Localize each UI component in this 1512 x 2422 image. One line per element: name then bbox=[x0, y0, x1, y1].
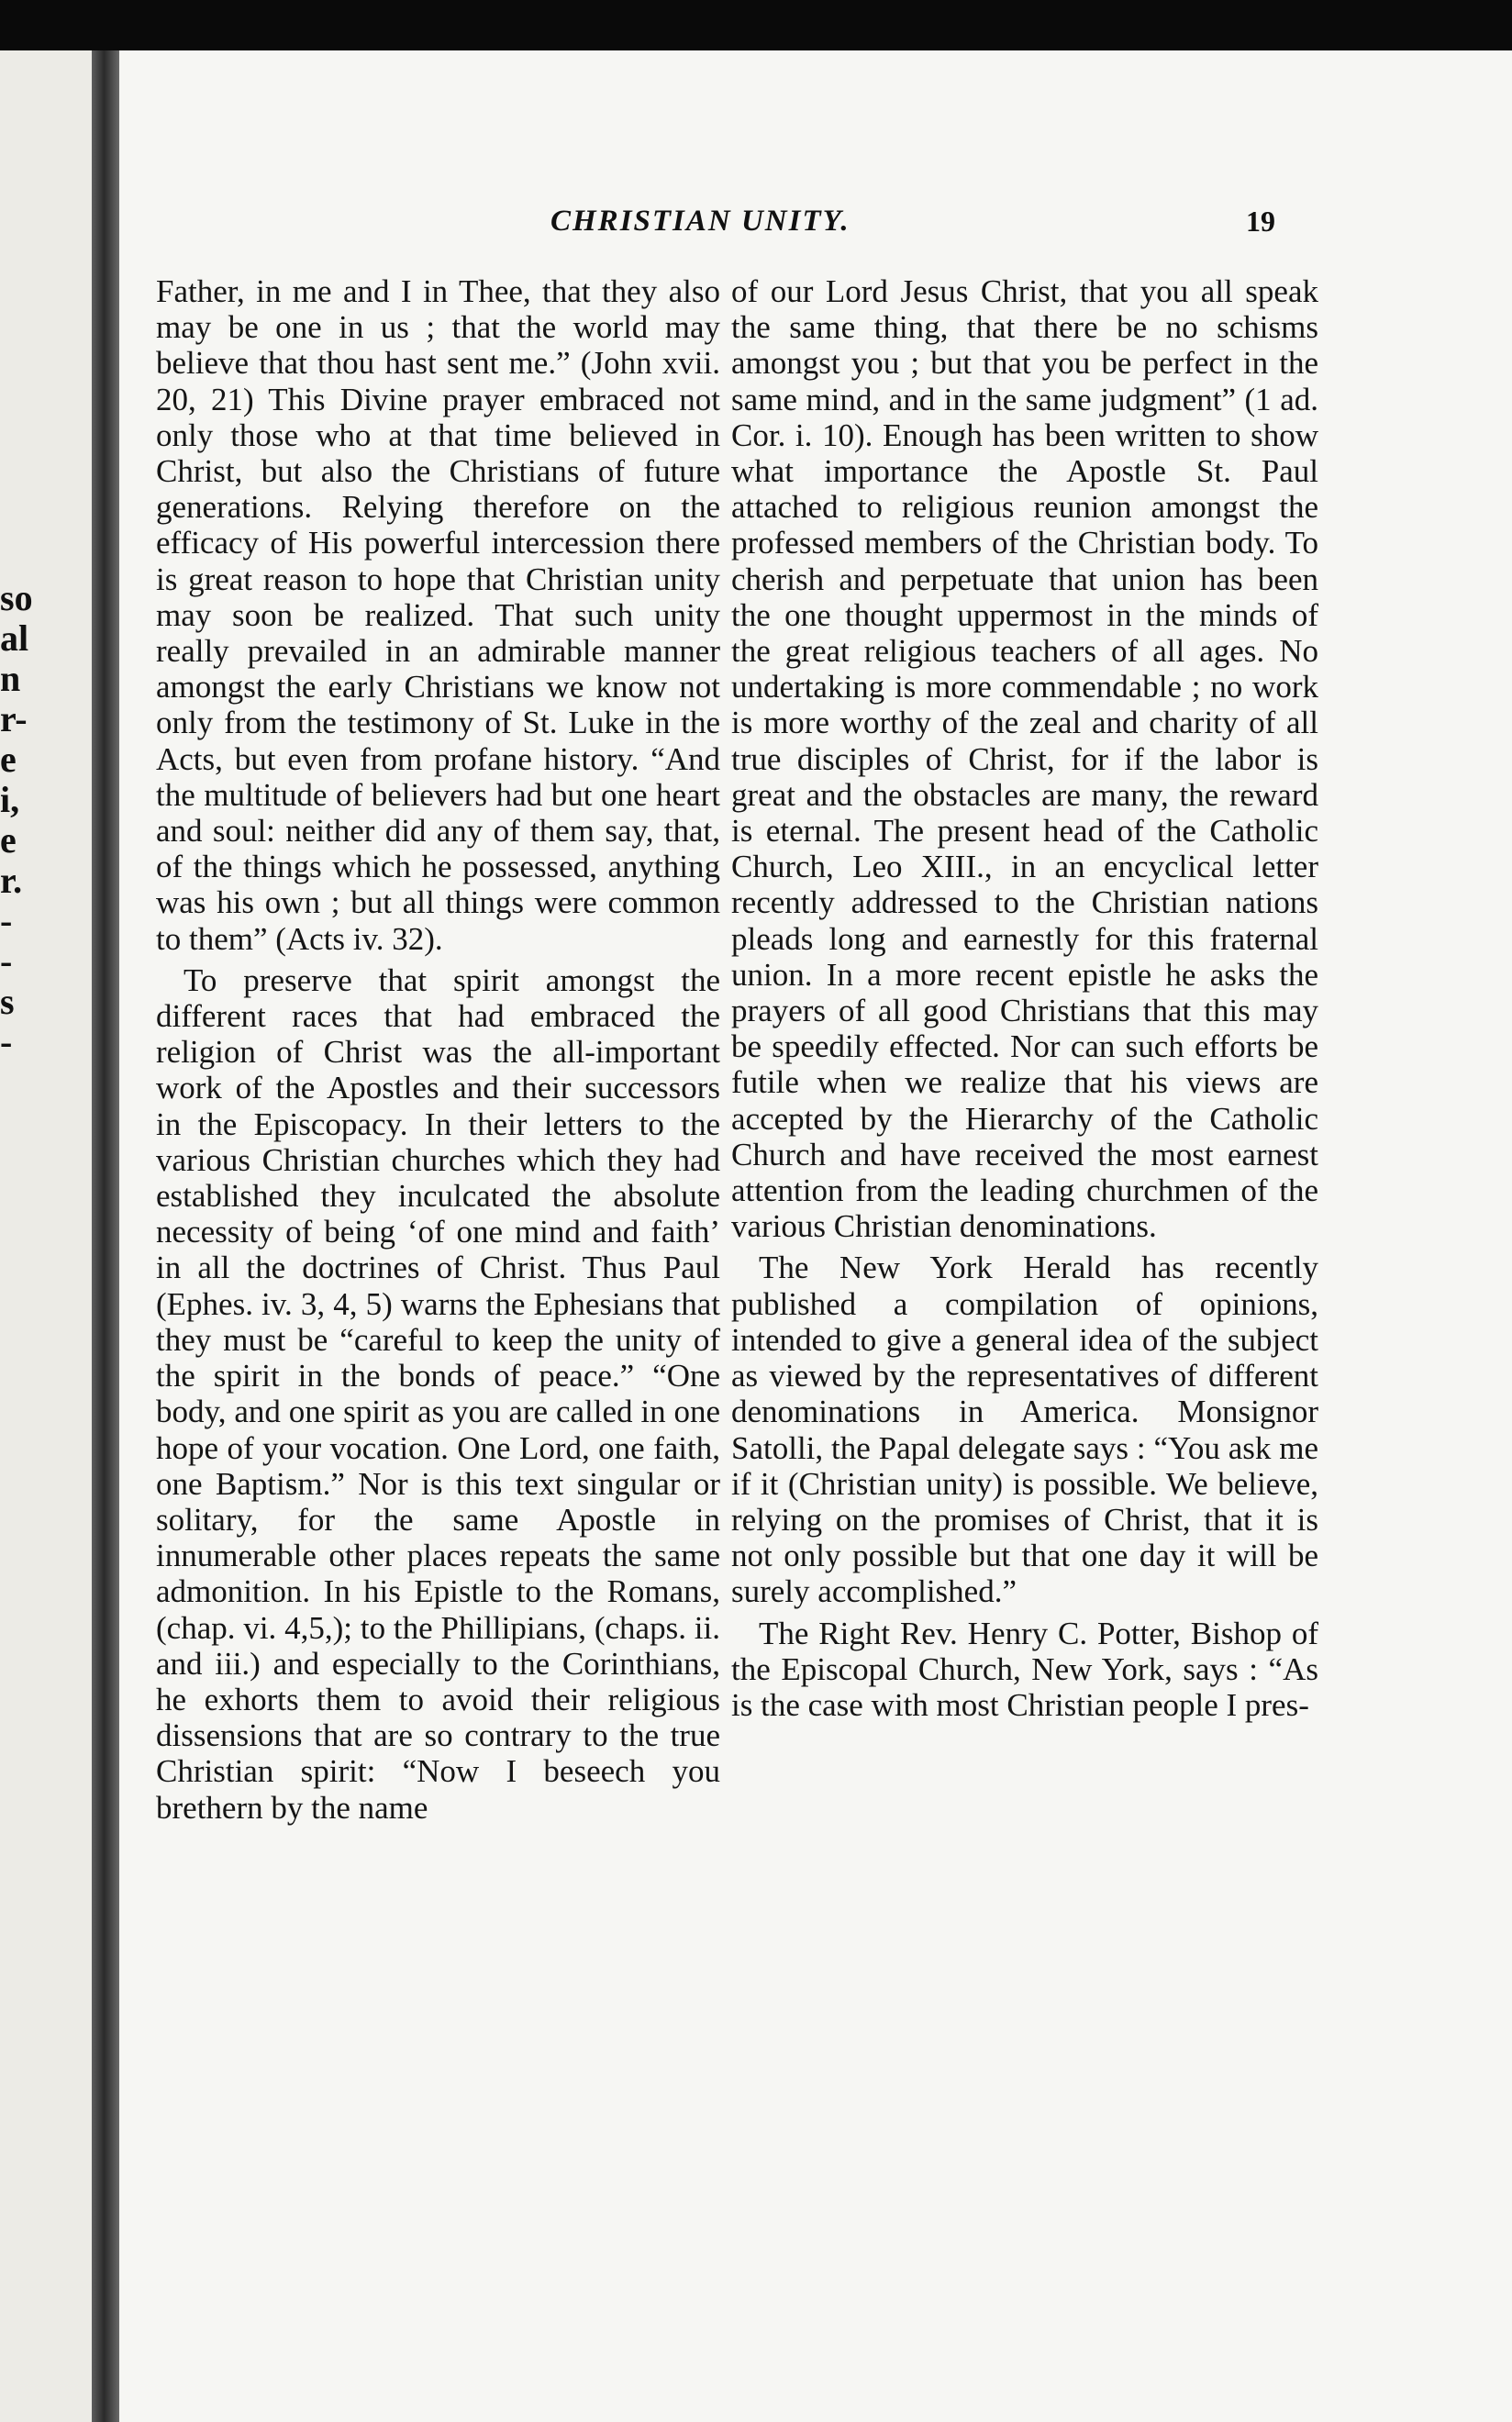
facing-page-text-fragment: so al n r- e i, e r. - - s - bbox=[0, 577, 33, 1062]
right-column bbox=[731, 273, 1318, 1723]
paragraph: To preserve that spirit amongst the different races that had embraced the religion of Christ was the all-important work of the Apostles and their successors in the Episcopacy. In their letters to the various Christian churches which they had established they inculcated the absolute necessity of being ‘of one mind and faith’ in all the doctrines of Christ. Thus Paul (Ephes. iv. 3, 4, 5) warns the Ephesians that they must be “careful to keep the unity of the spirit in the bonds of peace.” “One body, and one spirit as you are called in one hope of your vocation. One Lord, one faith, one Baptism.” Nor is this text singular or solitary, for the same Apostle in innumerable other places repeats the same admonition. In his Epistle to the Romans, (chap. vi. 4,5,); to the Phillipians, (chaps. ii. and iii.) and especially to the Corinthians, he exhorts them to avoid their religious dissensions that are so contrary to the true Christian spirit: “Now I beseech you brethern by the name bbox=[156, 961, 720, 1826]
paragraph: The Right Rev. Henry C. Potter, Bishop of the Episcopal Church, New York, says : “As is the case with most Christian people I pres- bbox=[731, 1615, 1318, 1723]
paragraph: The New York Herald has recently published a compilation of opinions, intended to give a general idea of the subject as viewed by the representatives of different denominations in America. Monsignor Satolli, the Papal delegate says : “You ask me if it (Christian unity) is possible. We believe, relying on the promises of Christ, that it is not only possible but that one day it will be surely accomplished.” bbox=[731, 1250, 1318, 1610]
paragraph: of our Lord Jesus Christ, that you all speak the same thing, that there be no schisms amongst you ; but that you be perfect in the same mind, and in the same judgment” (1 ad. Cor. i. 10). Enough has been written to show what importance the Apostle St. Paul attached to religious reunion amongst the professed members of the Christian body. To cherish and perpetuate that union has been the one thought uppermost in the minds of the great religious teachers of all ages. No undertaking is more commendable ; no work is more worthy of the zeal and charity of all true disciples of Christ, for if the labor is great and the obstacles are many, the reward is eternal. The present head of the Catholic Church, Leo XIII., in an encyclical letter recently addressed to the Christian nations pleads long and earnestly for this fraternal union. In a more recent epistle he asks the prayers of all good Christians that this may be speedily effected. Nor can such efforts be futile when we realize that his views are accepted by the Hierarchy of the Catholic Church and have received the most earnest attention from the leading churchmen of the various Christian denominations. bbox=[731, 273, 1318, 1245]
facing-page-edge bbox=[0, 50, 103, 2422]
running-title: CHRISTIAN UNITY. bbox=[550, 205, 850, 238]
page-header bbox=[119, 205, 1512, 250]
book-page bbox=[119, 50, 1512, 2422]
book-gutter bbox=[92, 50, 123, 2422]
page-number: 19 bbox=[1246, 205, 1275, 238]
left-column bbox=[156, 273, 720, 1826]
paragraph: Father, in me and I in Thee, that they also may be one in us ; that the world may believe that thou hast sent me.” (John xvii. 20, 21) This Divine prayer embraced not only those who at that time believed in Christ, but also the Christians of future generations. Relying therefore on the efficacy of His powerful intercession there is great reason to hope that Christian unity may soon be realized. That such unity really prevailed in an admirable manner amongst the early Christians we know not only from the testimony of St. Luke in the Acts, but even from profane history. “And the multitude of believers had but one heart and soul: neither did any of them say, that, of the things which he possessed, anything was his own ; but all things were common to them” (Acts iv. 32). bbox=[156, 273, 720, 957]
